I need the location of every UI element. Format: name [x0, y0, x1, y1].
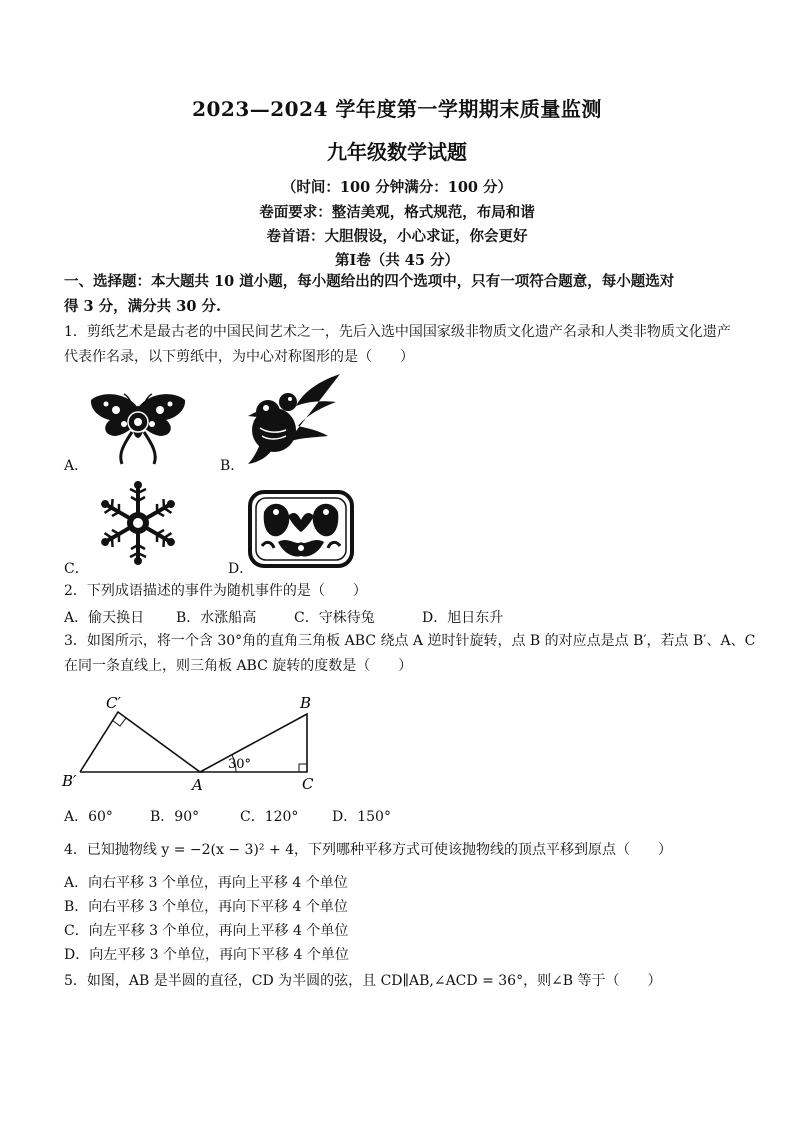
motto-line: 卷首语：大胆假设，小心求证，你会更好 — [266, 228, 528, 245]
q2-stem: 2．下列成语描述的事件为随机事件的是（ ） — [64, 583, 367, 599]
q3-option-d: D．150° — [332, 809, 391, 825]
q1-option-d: D． — [228, 561, 254, 577]
q1-stem-line1: 1．剪纸艺术是最古老的中国民间艺术之一，先后入选中国国家级非物质文化遗产名录和人类非物质文化遗产 — [64, 324, 731, 340]
q1-option-a: A． — [64, 458, 89, 474]
q3-option-a: A．60° — [64, 809, 113, 825]
q4-option-c: C．向左平移 3 个单位，再向上平移 4 个单位 — [64, 923, 349, 939]
time-line: （时间：100 分钟满分：100 分） — [281, 179, 513, 196]
q3-stem-line1: 3．如图所示，将一个含 30°角的直角三角板 ABC 绕点 A 逆时针旋转，点 B 的对应点是点 B′，若点 B′、A、C — [64, 633, 756, 649]
q4-option-d: D．向左平移 3 个单位，再向下平移 4 个单位 — [64, 947, 349, 963]
label-c-prime: C′ — [106, 694, 121, 712]
exam-subtitle: 九年级数学试题 — [327, 140, 467, 164]
butterfly-papercut-icon — [88, 388, 188, 466]
section1-line2: 得 3 分，满分共 30 分. — [64, 298, 222, 315]
q1-option-b: B． — [220, 458, 245, 474]
label-angle-30: 30° — [228, 757, 252, 772]
q4-option-b: B．向右平移 3 个单位，再向下平移 4 个单位 — [64, 899, 348, 915]
snowflake-papercut-icon — [88, 478, 188, 568]
fish-papercut-icon — [248, 490, 354, 568]
q4-stem: 4．已知抛物线 y = −2(x − 3)² + 4，下列哪种平移方式可使该抛物线的顶点平移到原点（ ） — [64, 842, 673, 858]
q5-stem: 5．如图，AB 是半圆的直径，CD 为半圆的弦，且 CD∥AB,∠ACD = 36°，则∠B 等于（ ） — [64, 973, 662, 989]
q1-stem-line2: 代表作名录，以下剪纸中，为中心对称图形的是（ ） — [64, 349, 414, 365]
section1-line1: 一、选择题：本大题共 10 道小题，每小题给出的四个选项中，只有一项符合题意，每小题选对 — [64, 273, 675, 290]
label-a: A — [192, 776, 203, 794]
q3-options — [64, 806, 391, 826]
volume-heading: 第Ⅰ卷（共 45 分） — [334, 252, 460, 269]
q3-option-b: B．90° — [150, 809, 200, 825]
q3-stem-line2: 在同一条直线上，则三角板 ABC 旋转的度数是（ ） — [64, 658, 413, 674]
label-b-prime: B′ — [62, 772, 77, 790]
rotated-triangles-figure — [60, 690, 330, 794]
label-b: B — [300, 694, 312, 712]
q2-options — [64, 607, 503, 627]
swallows-papercut-icon — [246, 372, 342, 466]
q4-option-a: A．向右平移 3 个单位，再向上平移 4 个单位 — [64, 875, 348, 891]
q3-option-c: C．120° — [240, 809, 299, 825]
requirement-line: 卷面要求：整洁美观，格式规范，布局和谐 — [259, 204, 535, 221]
q2-option-a: A．偷天换日 — [64, 610, 145, 626]
q2-option-b: B．水涨船高 — [176, 610, 257, 626]
q2-option-c: C．守株待兔 — [294, 610, 375, 626]
label-c: C — [302, 775, 314, 793]
exam-title: 2023—2024 学年度第一学期期末质量监测 — [192, 97, 602, 121]
q2-option-d: D．旭日东升 — [422, 610, 504, 626]
q1-option-c: C． — [64, 561, 89, 577]
